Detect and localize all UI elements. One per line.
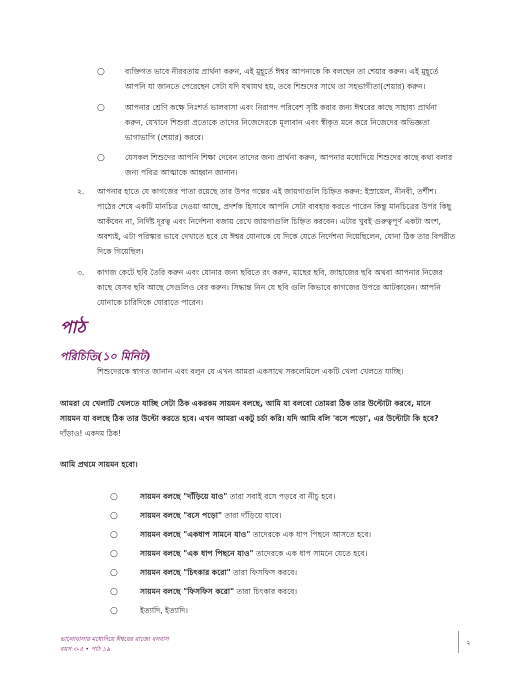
page-number: ২ [466, 639, 471, 647]
intro-heading: পরিচিতি(১০ মিনিট) [60, 350, 151, 363]
bullet-marker: ○ [110, 530, 118, 540]
simon-item: সায়মন বলছে "একধাপ সামনে যাও" তাদেরকে এক ধাপ পিছনে আসতে হবে। [140, 530, 372, 539]
footer-subtitle: বয়স ৩-৫ • পাঠ ১৯ [60, 646, 111, 653]
bullet-1-line-1: ব্যক্তিগত ভাবে নীরবতায় প্রার্থনা করুন, এই মুহূর্তে ঈশ্বর আপনাকে কি বলছেন তা শেয়ার করুন। এই মুহূর্তে [125, 67, 439, 76]
bullet-marker: ○ [97, 103, 105, 113]
bullet-2-line-3: ভাগাভাগি (শেয়ার) করবে। [125, 133, 204, 142]
bullet-2-line-1: আপনার শ্রেণি কক্ষে নিঃশর্ত ভালবাসা এবং নিরাপদ পরিবেশ সৃষ্টি করার জন্য ঈশ্বরের কাছে সাহায্য প্রার্থনা [125, 103, 437, 112]
bullet-3-line-1: যেসকল শিশুদের আপনি শিক্ষা দেবেন তাদের জন্য প্রার্থনা করুন, আপনার মধ্যেদিয়ে শিশুদের কাছে কথা বলার [125, 153, 453, 162]
bullet-marker: ○ [110, 511, 118, 521]
game-explanation-line-2: সায়মন যা বলছে ঠিক তার উল্টো করতে হবে। এখন আমরা একটু চর্চা করি। যদি আমি বলি 'বসে পড়ো', এর উল্টোটা কি হবে? [60, 414, 439, 423]
bullet-marker: ○ [110, 492, 118, 502]
bullet-marker: ○ [110, 587, 118, 597]
bullet-marker: ○ [110, 549, 118, 559]
bullet-3-line-2: জন্য পবিত্র আত্মাকে আহ্বান জানান। [125, 168, 238, 177]
footer-divider [458, 631, 459, 653]
answer-text: দাঁড়াও! একদম ঠিক! [60, 429, 122, 438]
simon-first-line: আমি প্রথমে সায়মন হবো। [60, 460, 138, 469]
item-3-line-3: যোনাকে চারিদিকে ঘোরাতে পারেন। [97, 298, 204, 307]
item-2-line-3: আকঁবেন না, নির্দিষ্ট দূরত্ব এবং নির্দেশনা বজায় রেখে জায়গাগুলি চিহ্নিত করবেন। এটার খুবই গুরুত্বপূর্ণ একটা অংশ, [97, 217, 441, 226]
item-3-line-1: কাগজ কেটে ছবি তৈরি করুন এবং যোনার জন্য ছবিতে রং করুন, মাছের ছবি, জাহাজের ছবি অথবা আপনার নিজের [97, 268, 443, 277]
simon-item: সায়মন বলছে "দাঁড়িয়ে যাও" তারা সবাই বসে পড়বে বা নীচু হবে। [140, 492, 336, 501]
bullet-marker: ○ [110, 568, 118, 578]
bullet-marker: ○ [110, 606, 118, 616]
item-number: ২. [77, 187, 85, 196]
simon-item: সায়মন বলছে "চিৎকার করো" তারা ফিসফিস করবে। [140, 568, 298, 577]
intro-text: শিশুদেরকে স্বাগত জানান এবং বলুন যে এখন আমরা একসাথে সকলেমিলে একটি খেলা খেলতে যাচ্ছি। [97, 367, 404, 376]
lesson-heading: পাঠ [60, 318, 86, 338]
bullet-marker: ○ [97, 153, 105, 163]
item-number: ৩. [77, 268, 85, 277]
simon-item: সায়মন বলছে "বসে পড়ো" তারা দাঁড়িয়ে যাবে। [140, 511, 282, 520]
bullet-1-line-2: আপনি যা জানতে পেরেছেন সেটা যদি যথাযথ হয়, তবে শিশুদের সাথে তা সহভাগীতা(শেয়ার) করুন। [125, 82, 426, 91]
footer-title: ভালোবাসার মধ্যেদিয়ে ঈশ্বরের রাজ্যে বসবাস [60, 636, 169, 643]
simon-item: ইত্যাদি, ইত্যাদি। [140, 606, 188, 615]
simon-item: সায়মন বলছে "ফিসফিস করো" তারা চিৎকার করবে। [140, 587, 298, 596]
bullet-2-line-2: করুন, যেখানে শিশুরা প্রত্যেকে তাদের নিজেদেরকে মূল্যবান এবং স্বীকৃত মনে করে নিজেদের অভিজ্ঞতা [125, 118, 430, 127]
bullet-marker: ○ [97, 67, 105, 77]
item-3-line-2: কাছে যেসব ছবি আছে সেগুলিও বের করুন। সিদ্ধান্ত নিন যে ছবি গুলি কিভাবে কাগজের উপরে আটকাবেন। আপনি [97, 283, 441, 292]
item-2-line-1: আপনার হাতে যে কাগজের পাতা রয়েছে তার উপর গল্পের এই জায়গাগুলি চিহ্নিত করুন: ইস্রায়েল, নীনবী, তর্শীশ। [97, 187, 437, 196]
item-2-line-5: দিকে গিয়েছিল। [97, 247, 144, 256]
item-2-line-2: পাঠের শেষে একটি মানচিত্র দেওয়া আছে, প্রদর্শক হিসাবে আপনি সেটা ব্যবহার করতে পারেন কিন্তু মানচিত্রের উপর কিছু [97, 202, 452, 211]
item-2-line-4: অবশ্যই, এটা পরিস্কার ভাবে দেখাতে হবে যে ঈশ্বর যোনাকে যে দিকে যেতে নির্দেশনা দিয়েছিলেন, যোনা ঠিক তার বিপরীত [97, 232, 456, 241]
simon-item: সায়মন বলছে "এক ধাপ পিছনে যাও" তাদেরকে এক ধাপ সামনে যেতে হবে। [140, 549, 368, 558]
game-explanation-line-1: আমরা যে খেলাটি খেলতে যাচ্ছি সেটা ঠিক একরকম সায়মন বলছে, আমি যা বলবো তোমরা ঠিক তার উল্টোটা করবে, মানে [60, 399, 431, 408]
